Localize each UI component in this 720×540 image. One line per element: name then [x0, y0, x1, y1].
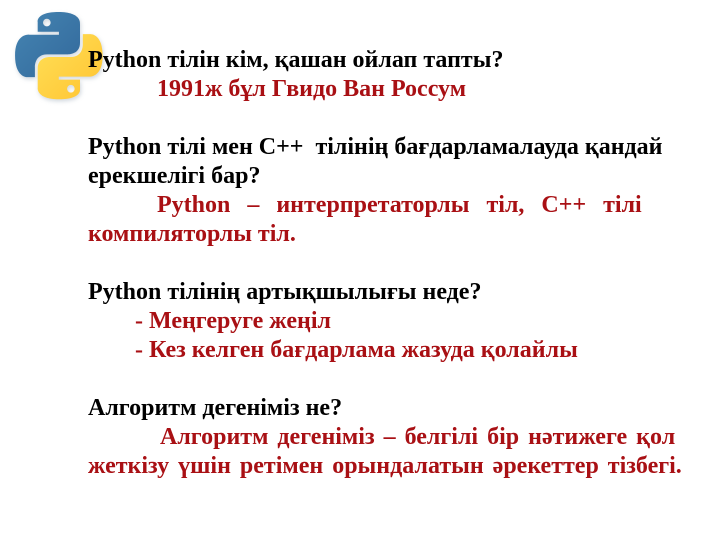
- answer-line: Python – интерпретаторлы тіл, C++ тілі: [157, 192, 642, 218]
- section-spacer: [88, 365, 673, 394]
- question-line: Алгоритм дегеніміз не?: [88, 395, 343, 421]
- answer-line: компиляторлы тіл.: [88, 221, 296, 247]
- answer-line: жеткізу үшін ретімен орындалатын әрекеттер тізбегі.: [88, 453, 682, 479]
- question-line: Python тілін кім, қашан ойлап тапты?: [88, 47, 504, 73]
- slide-text-block: [88, 46, 682, 481]
- answer-line: - Меңгеруге жеңіл: [135, 308, 332, 334]
- question-line: ерекшелігі бар?: [88, 163, 261, 189]
- answer-line: 1991ж бұл Гвидо Ван Россум: [157, 76, 467, 102]
- section-spacer: [88, 104, 673, 133]
- answer-line: - Кез келген бағдарлама жазуда қолайлы: [135, 337, 578, 363]
- question-line: Python тілінің артықшылығы неде?: [88, 279, 482, 305]
- answer-line: Алгоритм дегеніміз – белгілі бір нәтижеге қол: [160, 424, 676, 450]
- question-line: Python тілі мен C++ тілінің бағдарламалауда қандай: [88, 134, 663, 160]
- section-spacer: [88, 249, 673, 278]
